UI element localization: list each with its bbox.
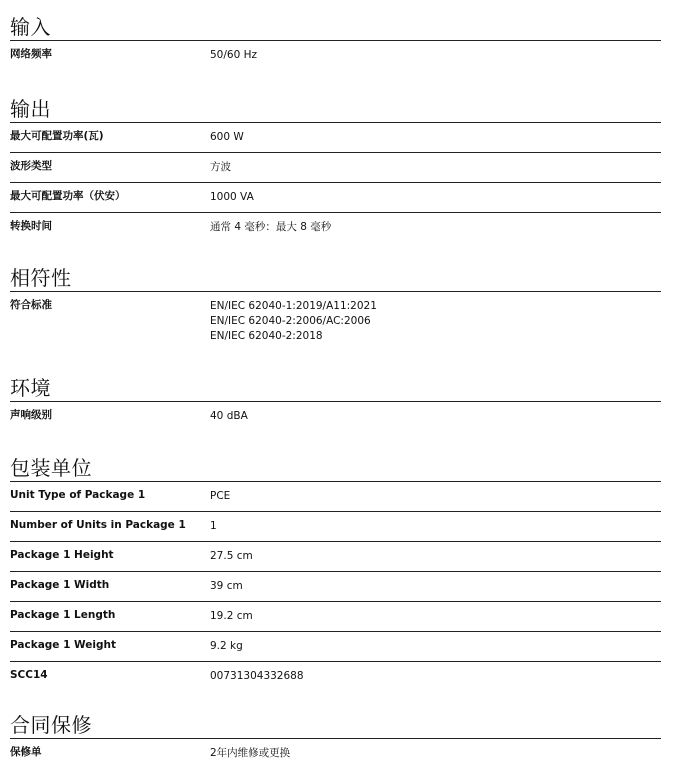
- section-title: 包装单位: [10, 456, 92, 480]
- spec-value: 00731304332688: [210, 670, 304, 682]
- spec-label: Unit Type of Package 1: [10, 489, 146, 501]
- section-title: 相符性: [10, 266, 72, 290]
- spec-value: 50/60 Hz: [210, 49, 258, 61]
- spec-label: 波形类型: [10, 160, 52, 172]
- spec-row: [10, 123, 661, 153]
- spec-row: [10, 542, 661, 572]
- spec-label: Package 1 Width: [10, 579, 110, 591]
- spec-value: PCE: [210, 490, 231, 502]
- section-title: 环境: [10, 376, 51, 400]
- spec-value: 39 cm: [210, 580, 243, 592]
- section-compliance: [10, 265, 661, 352]
- spec-row: [10, 41, 661, 71]
- spec-row: [10, 183, 661, 213]
- section-environment: [10, 375, 661, 432]
- spec-row: [10, 512, 661, 542]
- spec-value: 2年内维修或更换: [210, 747, 291, 759]
- spec-value: 27.5 cm: [210, 550, 253, 562]
- spec-row: [10, 402, 661, 432]
- spec-label: 符合标准: [10, 299, 52, 311]
- spec-value: 通常 4 毫秒：最大 8 毫秒: [210, 221, 332, 233]
- spec-row: [10, 292, 661, 352]
- section-title: 输出: [10, 97, 51, 121]
- spec-row: [10, 632, 661, 662]
- spec-value: 600 W: [210, 131, 244, 143]
- section-title: 合同保修: [10, 713, 92, 737]
- spec-label: Package 1 Weight: [10, 639, 116, 651]
- spec-label: 转换时间: [10, 220, 52, 232]
- section-warranty: [10, 712, 661, 769]
- spec-value: 19.2 cm: [210, 610, 253, 622]
- spec-label: 网络频率: [10, 48, 52, 60]
- spec-row: [10, 213, 661, 243]
- spec-label: SCC14: [10, 669, 48, 681]
- spec-label: 最大可配置功率（伏安）: [10, 190, 126, 202]
- spec-value-line: EN/IEC 62040-2:2018: [210, 330, 323, 342]
- spec-row: [10, 602, 661, 632]
- spec-row: [10, 572, 661, 602]
- spec-label: 保修单: [10, 746, 42, 758]
- spec-label: 最大可配置功率(瓦): [10, 130, 104, 142]
- spec-value-line: EN/IEC 62040-1:2019/A11:2021: [210, 300, 377, 312]
- section-input: [10, 14, 661, 71]
- spec-value: 1: [210, 520, 217, 532]
- spec-row: [10, 662, 661, 692]
- spec-row: [10, 153, 661, 183]
- spec-value: 40 dBA: [210, 410, 248, 422]
- spec-label: 声响级别: [10, 409, 52, 421]
- spec-value: 方波: [210, 161, 231, 173]
- spec-value: 1000 VA: [210, 191, 254, 203]
- section-packaging: [10, 455, 661, 692]
- spec-value-list: [210, 299, 377, 344]
- spec-label: Number of Units in Package 1: [10, 519, 186, 531]
- spec-label: Package 1 Length: [10, 609, 116, 621]
- spec-row: [10, 739, 661, 769]
- spec-row: [10, 482, 661, 512]
- section-title: 输入: [10, 15, 51, 39]
- spec-value: 9.2 kg: [210, 640, 243, 652]
- spec-label: Package 1 Height: [10, 549, 114, 561]
- spec-value-line: EN/IEC 62040-2:2006/AC:2006: [210, 315, 371, 327]
- section-output: [10, 96, 661, 243]
